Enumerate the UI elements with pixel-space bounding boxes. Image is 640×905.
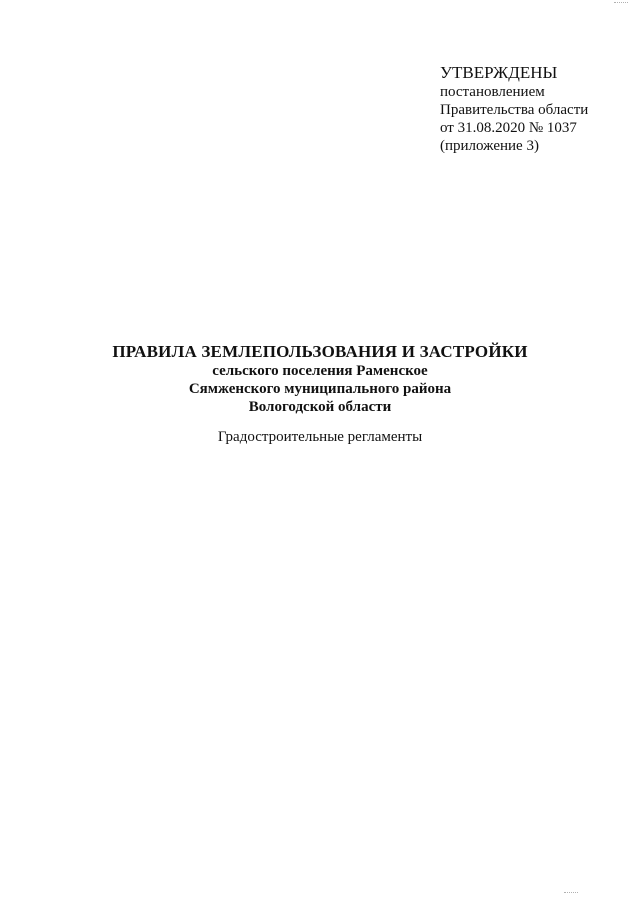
approval-appendix-line: (приложение 3) — [440, 138, 539, 154]
approval-stamp — [440, 62, 630, 155]
document-title-block — [0, 342, 640, 416]
title-settlement: сельского поселения Раменское — [212, 363, 428, 379]
approval-date-number-line: от 31.08.2020 № 1037 — [440, 120, 577, 136]
approval-heading: УТВЕРЖДЕНЫ — [440, 63, 558, 82]
scan-mark-top — [614, 2, 628, 5]
approval-decree-line: постановлением — [440, 84, 545, 100]
document-subtitle: Градостроительные регламенты — [217, 429, 423, 445]
scan-mark-bottom — [564, 892, 578, 895]
document-title: ПРАВИЛА ЗЕМЛЕПОЛЬЗОВАНИЯ И ЗАСТРОЙКИ — [112, 342, 528, 361]
approval-authority-line: Правительства области — [440, 102, 589, 118]
title-region: Вологодской области — [248, 399, 392, 415]
title-district: Сямженского муниципального района — [188, 381, 452, 397]
